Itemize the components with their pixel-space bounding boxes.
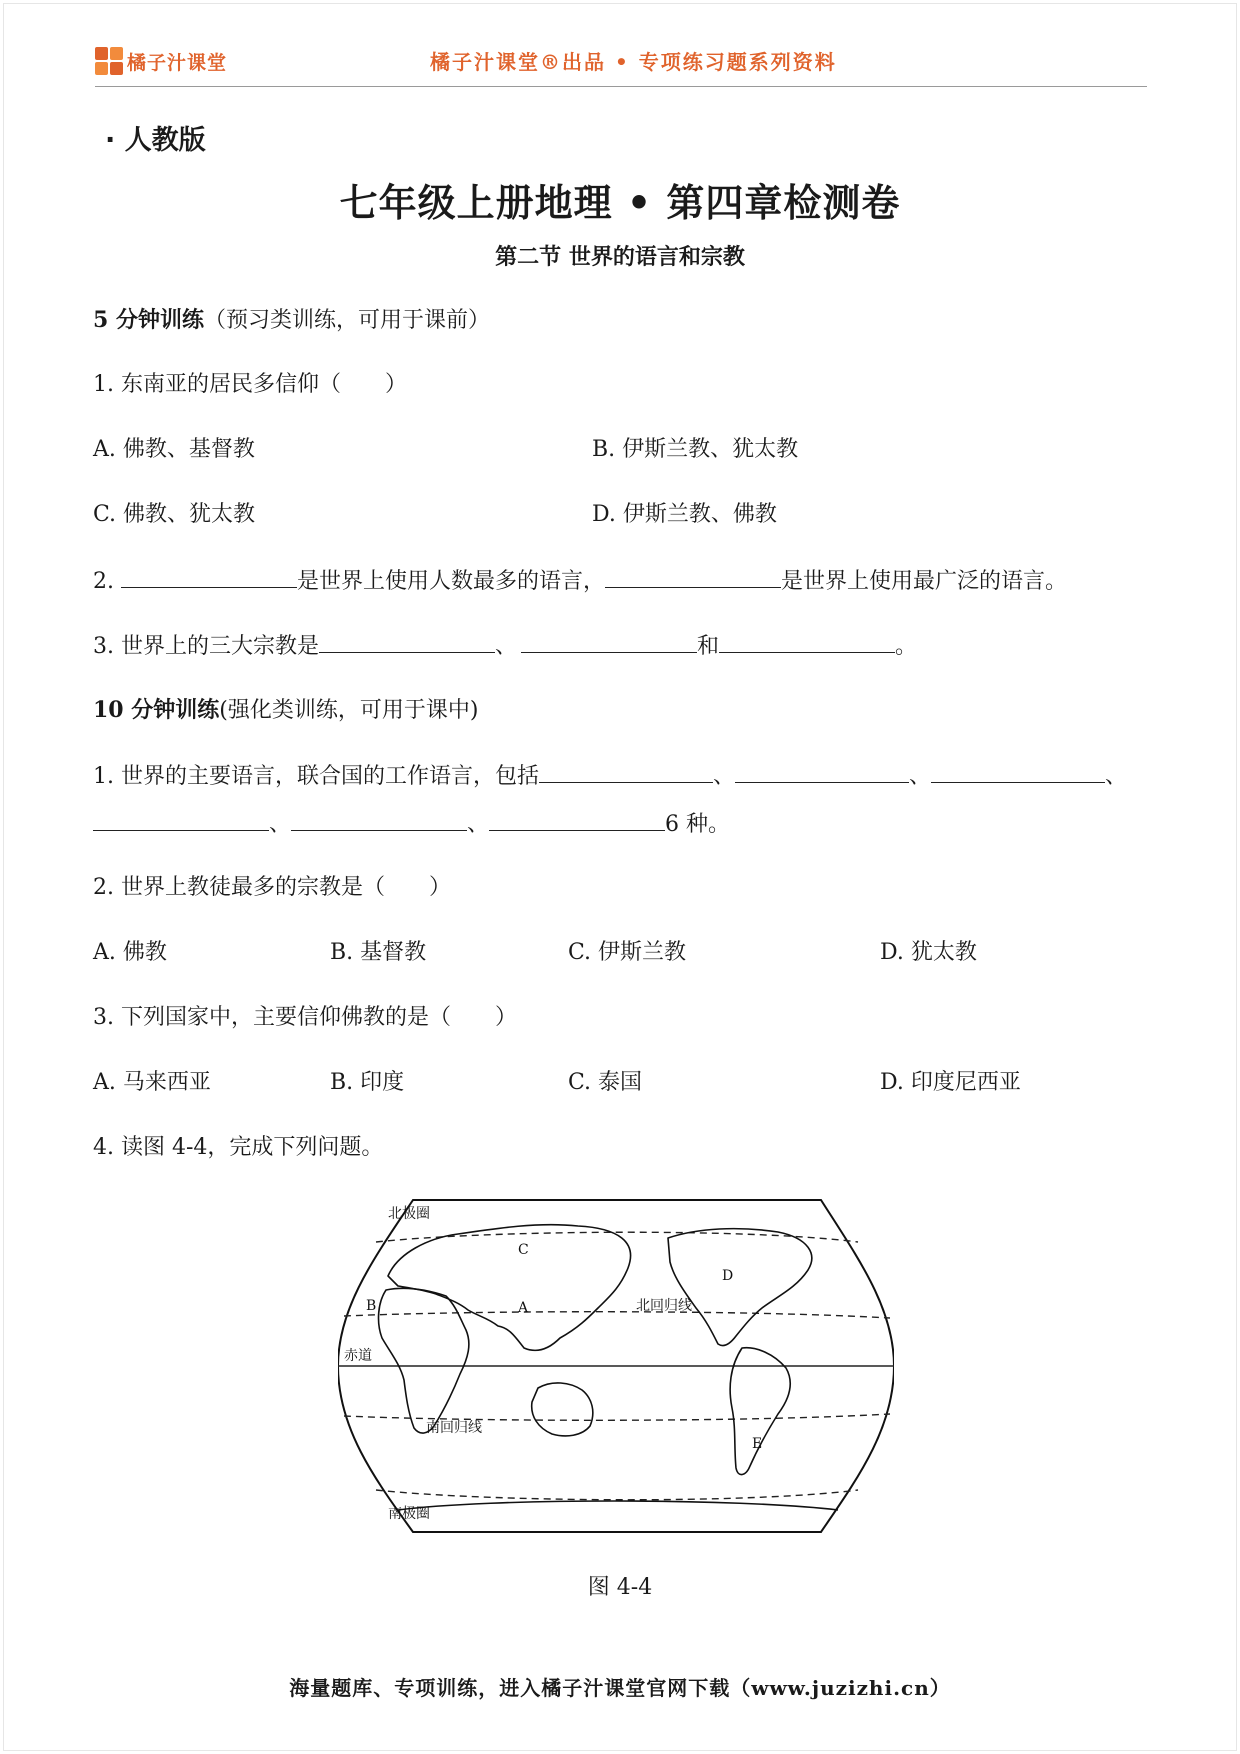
- answer-blank[interactable]: [539, 760, 713, 783]
- section2-heading: 10 分钟训练(强化类训练，可用于课中): [93, 697, 479, 723]
- s2-q3-option-c[interactable]: C. 泰国: [568, 1070, 643, 1095]
- s1-q3: 3. 世界上的三大宗教是 、 和 。: [93, 630, 917, 662]
- s1-q2: 2. 是世界上使用人数最多的语言， 是世界上使用最广泛的语言。: [93, 565, 1067, 597]
- australia-outline: [532, 1383, 593, 1436]
- north-america-outline: [668, 1229, 812, 1346]
- tropic-north-line: [344, 1312, 890, 1318]
- s2-q3-option-a[interactable]: A. 马来西亚: [93, 1070, 211, 1095]
- document-title: 七年级上册地理 • 第四章检测卷: [339, 180, 901, 225]
- label-b: B: [366, 1298, 377, 1314]
- s1-q1-option-c[interactable]: C. 佛教、犹太教: [93, 502, 256, 527]
- label-c: C: [518, 1242, 529, 1258]
- answer-blank[interactable]: [719, 630, 895, 653]
- s1-q1-option-a[interactable]: A. 佛教、基督教: [93, 437, 255, 462]
- world-map-figure: [338, 1198, 894, 1534]
- label-tropic-north: 北回归线: [636, 1298, 692, 1314]
- s2-q1-line1: 1. 世界的主要语言，联合国的工作语言，包括 、 、 、: [93, 760, 1127, 792]
- s2-q3-option-d[interactable]: D. 印度尼西亚: [880, 1070, 1021, 1095]
- s1-q1-option-b[interactable]: B. 伊斯兰教、犹太教: [592, 437, 799, 462]
- section1-heading: 5 分钟训练（预习类训练，可用于课前）: [93, 307, 490, 333]
- answer-blank[interactable]: [605, 565, 781, 588]
- page-footer: 海量题库、专项训练，进入橘子汁课堂官网下载（www.juzizhi.cn）: [289, 1676, 951, 1700]
- answer-blank[interactable]: [319, 630, 495, 653]
- label-arctic-circle: 北极圈: [388, 1206, 430, 1222]
- logo-text: 橘子汁课堂: [127, 51, 228, 74]
- label-tropic-south: 南回归线: [426, 1420, 482, 1436]
- section-subtitle: 第二节 世界的语言和宗教: [495, 244, 745, 270]
- answer-blank[interactable]: [489, 808, 665, 831]
- label-equator: 赤道: [344, 1348, 372, 1364]
- antarctic-circle-line: [376, 1490, 858, 1500]
- label-e: E: [752, 1436, 763, 1452]
- s2-q3-option-b[interactable]: B. 印度: [330, 1070, 405, 1095]
- answer-blank[interactable]: [735, 760, 909, 783]
- antarctica-outline: [398, 1501, 838, 1510]
- s1-q1-text: 1. 东南亚的居民多信仰（ ）: [93, 372, 407, 397]
- answer-blank[interactable]: [521, 630, 697, 653]
- s2-q3-text: 3. 下列国家中，主要信仰佛教的是（ ）: [93, 1005, 517, 1030]
- logo-icon: [95, 47, 123, 75]
- africa-outline: [379, 1288, 469, 1433]
- answer-blank[interactable]: [121, 565, 297, 588]
- s2-q2-option-a[interactable]: A. 佛教: [93, 940, 167, 965]
- logo: [95, 44, 227, 78]
- edition-label: · 人教版: [105, 125, 206, 156]
- s1-q1-option-d[interactable]: D. 伊斯兰教、佛教: [592, 502, 777, 527]
- south-america-outline: [730, 1348, 790, 1475]
- figure-caption: 图 4-4: [587, 1575, 653, 1600]
- label-a: A: [518, 1300, 529, 1316]
- s2-q1-line2: 、 、 6 种。: [93, 808, 730, 840]
- answer-blank[interactable]: [93, 808, 269, 831]
- s2-q4-text: 4. 读图 4-4，完成下列问题。: [93, 1135, 384, 1160]
- s2-q2-option-b[interactable]: B. 基督教: [330, 940, 427, 965]
- s2-q2-text: 2. 世界上教徒最多的宗教是（ ）: [93, 875, 451, 900]
- s2-q2-option-d[interactable]: D. 犹太教: [880, 940, 977, 965]
- label-d: D: [722, 1268, 734, 1284]
- label-antarctic-circle: 南极圈: [388, 1506, 430, 1522]
- s2-q2-option-c[interactable]: C. 伊斯兰教: [568, 940, 687, 965]
- header-title: 橘子汁课堂®出品 • 专项练习题系列资料: [430, 50, 837, 74]
- answer-blank[interactable]: [291, 808, 467, 831]
- answer-blank[interactable]: [931, 760, 1105, 783]
- page-header: [95, 44, 1147, 87]
- eurasia-outline: [388, 1225, 631, 1351]
